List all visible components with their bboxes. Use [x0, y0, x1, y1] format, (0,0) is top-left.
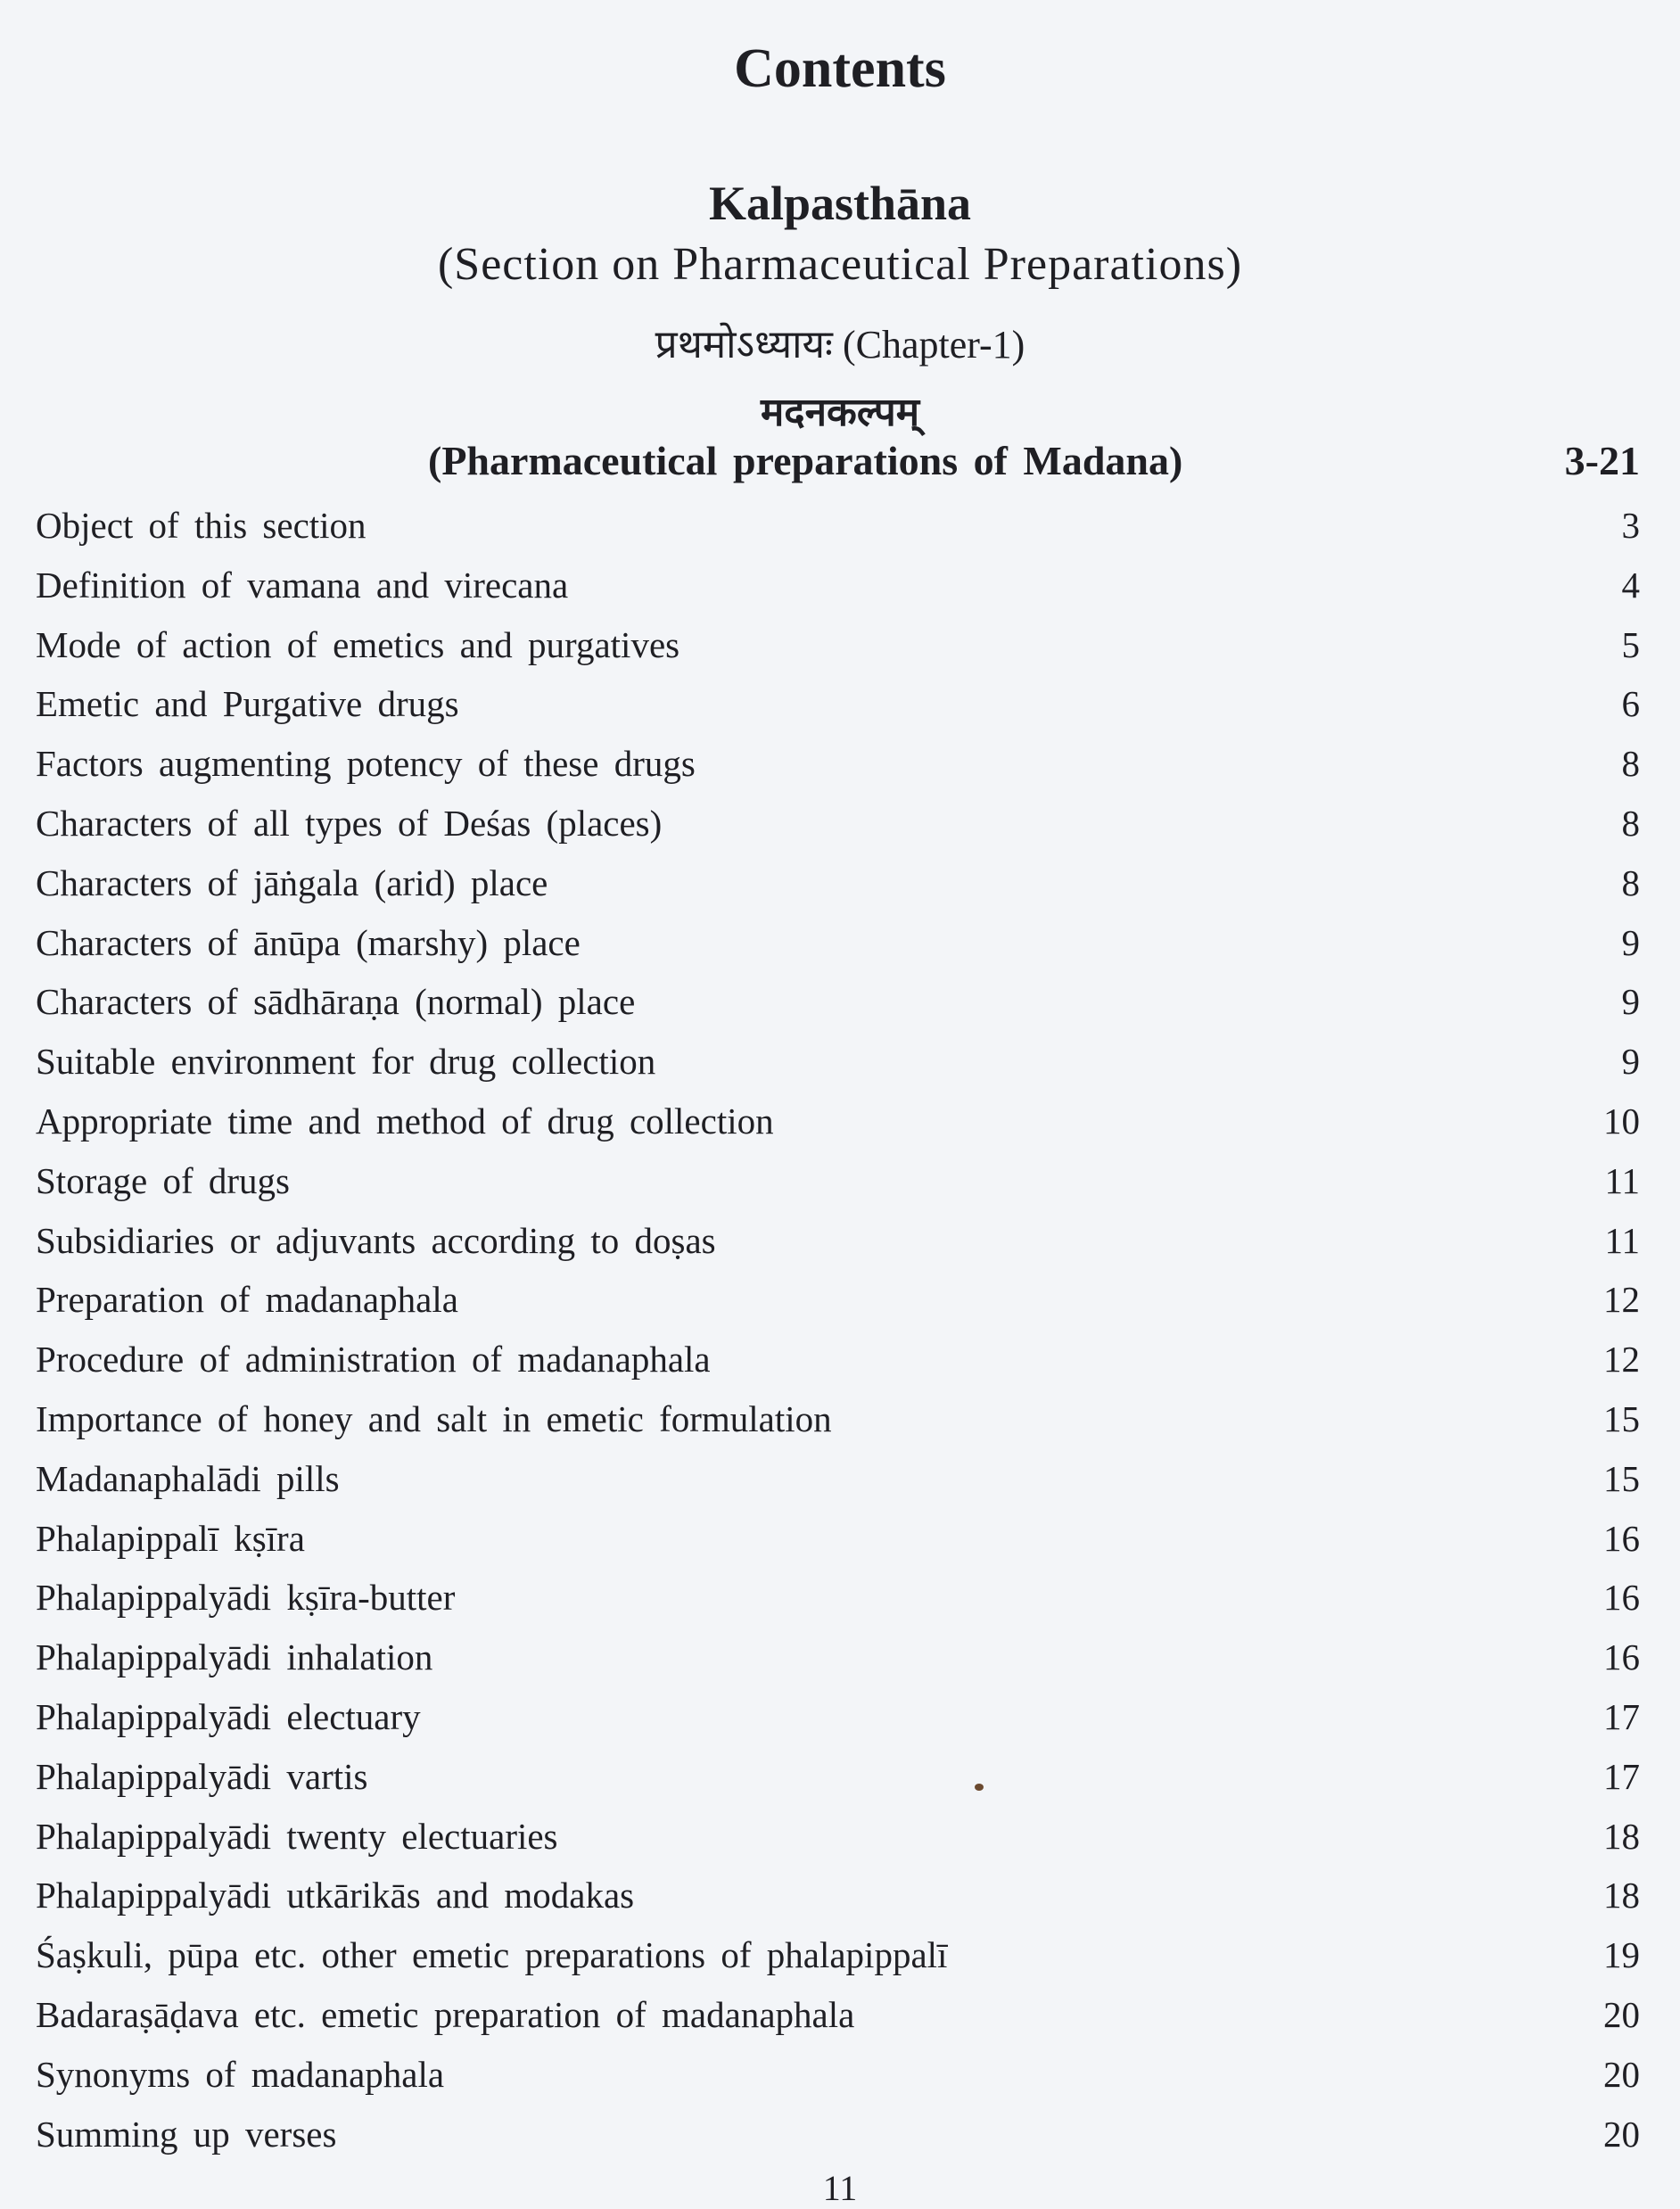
toc-entry-label: Phalapippalyādi electuary: [36, 1695, 421, 1737]
toc-entry-label: Phalapippalyādi twenty electuaries: [36, 1815, 558, 1857]
toc-entry-label: Phalapippalī kṣīra: [36, 1517, 305, 1559]
toc-entry-label: Definition of vamana and virecana: [36, 564, 569, 606]
toc-entry: [0, 1040, 1680, 1100]
toc-entry: [0, 742, 1680, 802]
toc-entry-label: Preparation of madanaphala: [36, 1279, 458, 1321]
section-title: Kalpasthāna: [708, 177, 972, 230]
chapter-heading: प्रथमोऽध्यायः (Chapter-1): [655, 323, 1025, 367]
toc-entry: [0, 1815, 1680, 1875]
toc-entry: [0, 980, 1680, 1040]
toc-list: [0, 504, 1680, 2172]
toc-entry-label: Summing up verses: [36, 2113, 337, 2155]
toc-entry: [0, 1100, 1680, 1159]
toc-entry: [0, 1874, 1680, 1933]
toc-entry-page: 15: [1603, 1457, 1640, 1499]
toc-entry-label: Synonyms of madanaphala: [36, 2053, 445, 2095]
toc-entry: [0, 1517, 1680, 1577]
toc-entry: [0, 921, 1680, 981]
page-number: 11: [822, 2168, 858, 2208]
toc-entry-page: 12: [1603, 1339, 1640, 1381]
toc-entry-label: Phalapippalyādi utkārikās and modakas: [36, 1875, 635, 1916]
paper-speck: [975, 1784, 984, 1791]
toc-entry-page: 10: [1603, 1100, 1640, 1142]
toc-entry-page: 16: [1603, 1517, 1640, 1559]
toc-entry-page: 20: [1603, 1993, 1640, 2035]
toc-entry: [0, 1457, 1680, 1517]
toc-entry-page: 9: [1621, 1041, 1640, 1083]
chapter-title: (Pharmaceutical preparations of Madana): [428, 438, 1183, 483]
toc-entry: [0, 1278, 1680, 1338]
toc-entry-page: 11: [1604, 1219, 1640, 1261]
toc-entry-page: 9: [1621, 981, 1640, 1023]
toc-entry-label: Characters of all types of Deśas (places): [36, 802, 663, 844]
chapter-page-range: 3-21: [1564, 438, 1640, 483]
toc-entry-label: Importance of honey and salt in emetic formulation: [36, 1397, 832, 1439]
toc-entry: [0, 2113, 1680, 2172]
toc-entry: [0, 861, 1680, 921]
toc-entry-label: Phalapippalyādi vartis: [36, 1755, 368, 1797]
toc-entry-page: 6: [1621, 683, 1640, 725]
toc-entry-page: 16: [1603, 1577, 1640, 1619]
toc-entry-label: Object of this section: [36, 505, 366, 546]
toc-entry-label: Appropriate time and method of drug collection: [36, 1100, 774, 1142]
toc-entry-page: 11: [1604, 1159, 1640, 1201]
toc-entry: [0, 2053, 1680, 2113]
toc-entry: [0, 1219, 1680, 1279]
toc-entry-label: Suitable environment for drug collection: [36, 1041, 656, 1083]
toc-entry-page: 16: [1603, 1636, 1640, 1678]
toc-entry: [0, 1755, 1680, 1815]
toc-entry-page: 20: [1603, 2113, 1640, 2155]
toc-entry-page: 3: [1621, 505, 1640, 546]
contents-title: Contents: [734, 38, 946, 99]
toc-entry-label: Procedure of administration of madanaphala: [36, 1339, 711, 1381]
toc-entry-label: Śaṣkuli, pūpa etc. other emetic preparations of phalapippalī: [36, 1934, 948, 1976]
toc-entry-label: Characters of sādhāraṇa (normal) place: [36, 981, 636, 1023]
section-subtitle: (Section on Pharmaceutical Preparations): [437, 239, 1243, 290]
toc-entry-page: 17: [1603, 1755, 1640, 1797]
toc-entry: [0, 802, 1680, 861]
toc-entry-label: Characters of ānūpa (marshy) place: [36, 921, 581, 963]
toc-entry-label: Mode of action of emetics and purgatives: [36, 623, 680, 665]
toc-entry-label: Badaraṣāḍava etc. emetic preparation of madanaphala: [36, 1993, 855, 2035]
toc-entry-page: 8: [1621, 861, 1640, 903]
toc-entry: [0, 1397, 1680, 1457]
toc-entry-page: 17: [1603, 1695, 1640, 1737]
toc-entry-label: Subsidiaries or adjuvants according to doṣas: [36, 1219, 716, 1261]
toc-entry-page: 19: [1603, 1934, 1640, 1976]
toc-entry-label: Characters of jāṅgala (arid) place: [36, 861, 548, 903]
toc-entry: [0, 1993, 1680, 2053]
toc-entry-label: Factors augmenting potency of these drugs: [36, 743, 696, 785]
toc-entry-page: 8: [1621, 802, 1640, 844]
toc-entry-label: Phalapippalyādi inhalation: [36, 1636, 433, 1678]
toc-entry-page: 8: [1621, 743, 1640, 785]
toc-entry: [0, 623, 1680, 683]
toc-entry: [0, 1933, 1680, 1993]
toc-entry-page: 18: [1603, 1875, 1640, 1916]
toc-entry: [0, 1636, 1680, 1695]
toc-entry-page: 20: [1603, 2053, 1640, 2095]
toc-entry-page: 18: [1603, 1815, 1640, 1857]
toc-entry: [0, 1576, 1680, 1636]
toc-entry: [0, 1159, 1680, 1219]
toc-entry-page: 4: [1621, 564, 1640, 606]
toc-entry-page: 12: [1603, 1279, 1640, 1321]
toc-entry: [0, 1338, 1680, 1397]
toc-entry-label: Madanaphalādi pills: [36, 1457, 340, 1499]
toc-entry: [0, 564, 1680, 623]
toc-entry-page: 15: [1603, 1397, 1640, 1439]
toc-entry-label: Emetic and Purgative drugs: [36, 683, 459, 725]
toc-entry-page: 5: [1621, 623, 1640, 665]
toc-entry: [0, 504, 1680, 564]
toc-entry-page: 9: [1621, 921, 1640, 963]
toc-entry-label: Storage of drugs: [36, 1159, 291, 1201]
toc-entry: [0, 1695, 1680, 1755]
toc-entry-label: Phalapippalyādi kṣīra-butter: [36, 1577, 456, 1619]
toc-entry: [0, 682, 1680, 742]
chapter-sanskrit-title: मदनकल्पम्: [760, 390, 920, 435]
